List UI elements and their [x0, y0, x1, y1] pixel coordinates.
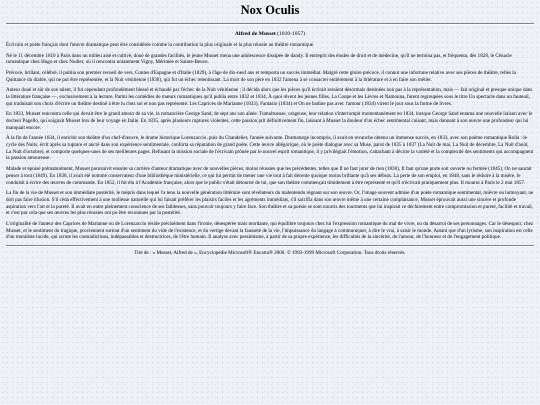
- paragraph: L'originalité de l'auteur des Caprices de Marianne ou de Lorenzaccio réside précisément dans l'ironie, désespérée mais mordante, qui équilibre toujours chez lui l'expression romantique du mal de vivre, ou du désarroi de ses personnages. Car le désespoir, chez Musset, et le sentiment du tragique, proviennent surtout d'un sentiment du vide de l'existence, et du vertige devant la fausseté de la vie, l'impuissance du langage à communiquer, à dire le vrai, à saisir le monde. Autant que d'un lyrisme, son inspiration est celle d'un moraliste lucide, qui scrute les contradictions, indépassables et destructrices, de l'être humain. Il analyse avec pessimisme, à partir de sa propre expérience, les difficultés de la sincérité, de l'amour, de l'honneur et de l'engagement politique.: [6, 220, 534, 241]
- article-heading: [6, 30, 534, 38]
- paragraph: Écrivain et poète français dont l'œuvre dramatique peut être considérée comme la contribution la plus originale et la plus réussie au théâtre romantique.: [6, 42, 315, 48]
- article-dates: (1810-1857): [277, 31, 306, 37]
- paragraph: La fin de la vie de Musset et son immédiate postérité, le mépris dans lequel l'a tenu la nouvelle génération littéraire sont révélateurs du malentendu régnant sur son œuvre. Or, l'image souvent admise d'un poète romantique sentimental, mièvre ou larmoyant, ne doit pas faire illusion. S'il céda effectivement à une mollesse naturelle qui lui faisait préférer les plaisirs faciles et les agréments immédiats, s'il sacrifia dans son œuvre même à une certaine complaisance, Musset éprouvait aussi une sincère et profonde aspiration vers l'art et la pureté. Il avait en outre pleinement conscience de ses faiblesses, sans pouvoir toujours y faire face. Son théâtre et sa poésie se sont nourris des tourments que lui inspirait ce déchirement entre compromission et pureté, facilité et travail, et c'est par cela que ses œuvres les plus réussies ont pu être reconnues par la postérité.: [6, 190, 534, 217]
- site-title: Nox Oculis: [240, 3, 300, 17]
- article-title: Alfred de Musset: [234, 31, 276, 37]
- paragraph: Né le 11 décembre 1810 à Paris dans un milieu aisé et cultivé, doué de grandes facilités, le jeune Musset mena une adolescence dissipée de dandy. Il entreprit des études de droit et de médecine, qu'il ne termina pas, et fréquenta, dès 1828, le Cénacle romantique chez Hugo et chez Nodier, où il rencontra notamment Vigny, Mérimée et Sainte-Beuve.: [6, 52, 512, 66]
- article-body: [6, 42, 534, 241]
- paragraph: À la fin de l'année 1834, il enrichit son théâtre d'un chef-d'œuvre, le drame historique Lorenzaccio, puis du Chandelier, l'année suivante. Dramaturge incompris, il avait en revanche obtenu un immense succès, en 1833, avec son poème romantique Rolla : le cycle des Nuits, écrit après sa rupture et ancré dans son expérience sentimentale, conforta sa réputation de grand poète. Cette œuvre allégorique, où le poète dialogue avec sa Muse, parut de 1835 à 1837 (La Nuit de mai, La Nuit de décembre, La Nuit d'août, La Nuit d'octobre), et comporte quelques-unes de ses meilleures pages. Refusant la mission sociale de l'écrivain prônée par le nouvel esprit romantique, il y privilégiait l'émotion, s'attachant à décrire la variété et la complexité des sentiments qui accompagnent la passion amoureuse.: [6, 135, 534, 162]
- footer-divider: [6, 245, 534, 247]
- paragraph: En 1833, Musset rencontra celle qui devait être le grand amour de sa vie, la romancière George Sand, de sept ans son aînée. Tumultueuse, orageuse, leur relation s'interrompit momentanément en 1834, lorsque George Sand entama une nouvelle liaison avec le docteur Pagello, qui soignait Musset lors de leur voyage en Italie. En 1835, après plusieurs ruptures violentes, cette passion prit définitivement fin, laissant à Musset la douleur d'un échec sentimental cuisant, mais donnant à son œuvre une profondeur qui lui manquait encore.: [6, 111, 533, 131]
- citation: Tiré de : « Musset, Alfred de », Encyclopédie Microsoft® Encarta® 2000. © 1993-1999 Microsoft Corporation. Tous droits réservés.: [134, 249, 406, 256]
- paragraph: Auteur doué et sûr de son talent, il fut cependant profondément blessé et échaudé par l'échec de la Nuit vénitienne ; il décida alors que les pièces qu'il écrirait seraient désormais destinées non pas à la représentation, mais — fait original et presque unique dans la littérature française —, exclusivement à la lecture. Parmi les comédies de mœurs romantiques qu'il publia entre 1832 et 1834, À quoi rêvent les jeunes filles, La Coupe et les Lèvres et Namouna, furent regroupées sous le titre Un spectacle dans un fauteuil, qui traduisait son choix d'écrire un théâtre destiné à être lu chez soi et non pas représenté. Les Caprices de Marianne (1833), Fantasio (1834) et On ne badine pas avec l'amour (1834) virent le jour sous la forme de livres.: [6, 87, 533, 107]
- paragraph: Malade et épuisé prématurément, Musset poursuivit ensuite sa carrière d'auteur dramatique avec de nouvelles pièces, moins réussies que les précédentes, telles que Il ne faut jurer de rien (1836), Il faut qu'une porte soit ouverte ou fermée (1845), On ne saurait penser à tout (1849). En 1838, il avait été nommé conservateur d'une bibliothèque ministérielle, ce qui lui permit de mener une vie tout à fait décente quoique moins brillante qu'à ses débuts. La perte de son emploi, en 1848, sans le réduire à la misère, le conduisit à écrire des œuvres de commande. En 1852, il fut élu à l'Académie française, alors que le public s'était détourné de lui, que son théâtre commençait timidement à être représenté et qu'il n'écrivait pratiquement plus. Il mourut à Paris le 2 mai 1857.: [6, 166, 532, 186]
- paragraph: Précoce, brillant, célébré, il publia son premier recueil de vers, Contes d'Espagne et d'Italie (1829), à l'âge de dix-neuf ans et remporta un succès immédiat. Malgré cette gloire précoce, il connut une infortune relative avec ses pièces de théâtre, telles la Quittance du diable, qui ne put être représentée, et la Nuit vénitienne (1830), qui fut un échec retentissant. La mort de son père en 1832 l'amena à se consacrer entièrement à la littérature et à en faire son métier.: [6, 69, 516, 83]
- title-divider: [6, 23, 534, 25]
